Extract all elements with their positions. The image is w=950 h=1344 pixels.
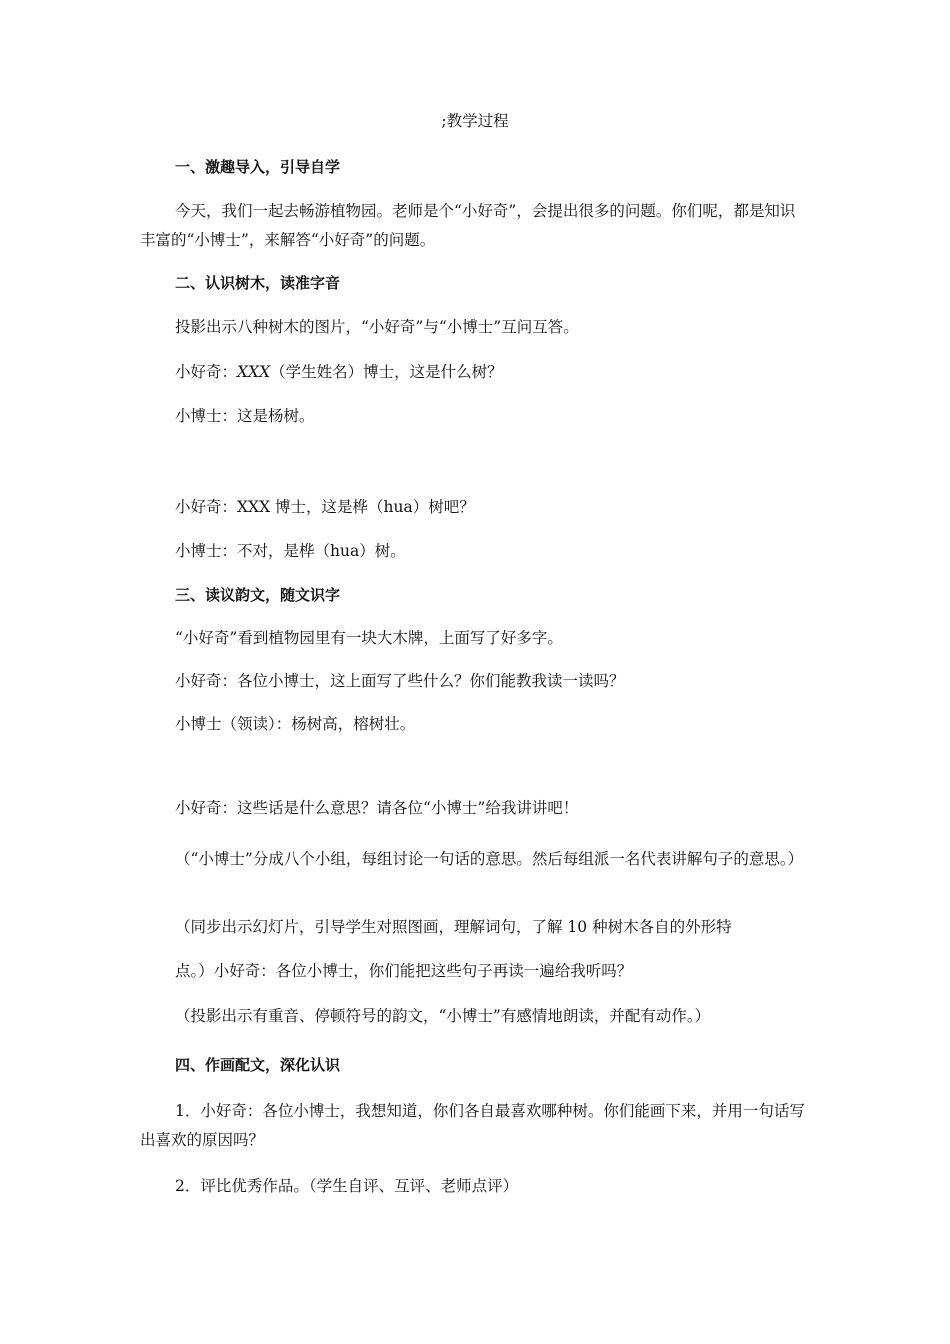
section-3-paragraph-2: 小好奇：各位小博士，这上面写了些什么？你们能教我读一读吗？ [175,672,625,690]
section-3-paragraph-7: 点。）小好奇：各位小博士，你们能把这些句子再读一遍给我听吗？ [175,962,633,980]
student-name-placeholder: XXX [237,363,271,381]
section-1-paragraph-1: 今天，我们一起去畅游植物园。老师是个“小好奇”，会提出很多的问题。你们呢，都是知识丰富的“小博士”，来解答“小好奇”的问题。 [140,202,796,249]
speaker-text: 小好奇： [175,363,238,381]
section-3-paragraph-4: 小好奇：这些话是什么意思？请各位“小博士”给我讲讲吧！ [175,799,579,817]
section-3-paragraph-8: （投影出示有重音、停顿符号的韵文，“小博士”有感情地朗读，并配有动作。） [175,1007,711,1025]
question-text: （学生姓名）博士，这是什么树？ [270,363,503,381]
section-heading-4: 四、作画配文，深化认识 [175,1056,341,1074]
section-3-paragraph-5: （“小博士”分成八个小组，每组讨论一句话的意思。然后每组派一名代表讲解句子的意思。） [175,850,804,868]
section-3-paragraph-3: 小博士（领读）：杨树高，榕树壮。 [175,715,416,733]
section-4-item-1: 1．小好奇：各位小博士，我想知道，你们各自最喜欢哪种树。你们能画下来，并用一句话写出喜欢的原因吗？ [140,1102,805,1149]
section-3-paragraph-1: “小好奇”看到植物园里有一块大木牌，上面写了好多字。 [175,629,563,647]
section-heading-1: 一、激趣导入，引导自学 [175,158,341,176]
section-2-paragraph-4: 小好奇：XXX 博士，这是桦（hua）树吧？ [175,498,475,516]
section-heading-3: 三、读议韵文，随文识字 [175,586,341,604]
section-4-item-2: 2．评比优秀作品。（学生自评、互评、老师点评） [175,1177,519,1195]
section-heading-2: 二、认识树木，读准字音 [175,274,341,292]
section-2-paragraph-2 [175,361,503,383]
section-3-paragraph-6: （同步出示幻灯片，引导学生对照图画，理解词句，了解 10 种树木各自的外形特 [175,918,732,936]
section-2-paragraph-5: 小博士：不对，是桦（hua）树。 [175,542,406,560]
section-2-paragraph-3: 小博士：这是杨树。 [175,407,315,425]
section-2-paragraph-1: 投影出示八种树木的图片，“小好奇”与“小博士”互问互答。 [175,318,579,336]
page-title: ;教学过程 [441,112,509,130]
